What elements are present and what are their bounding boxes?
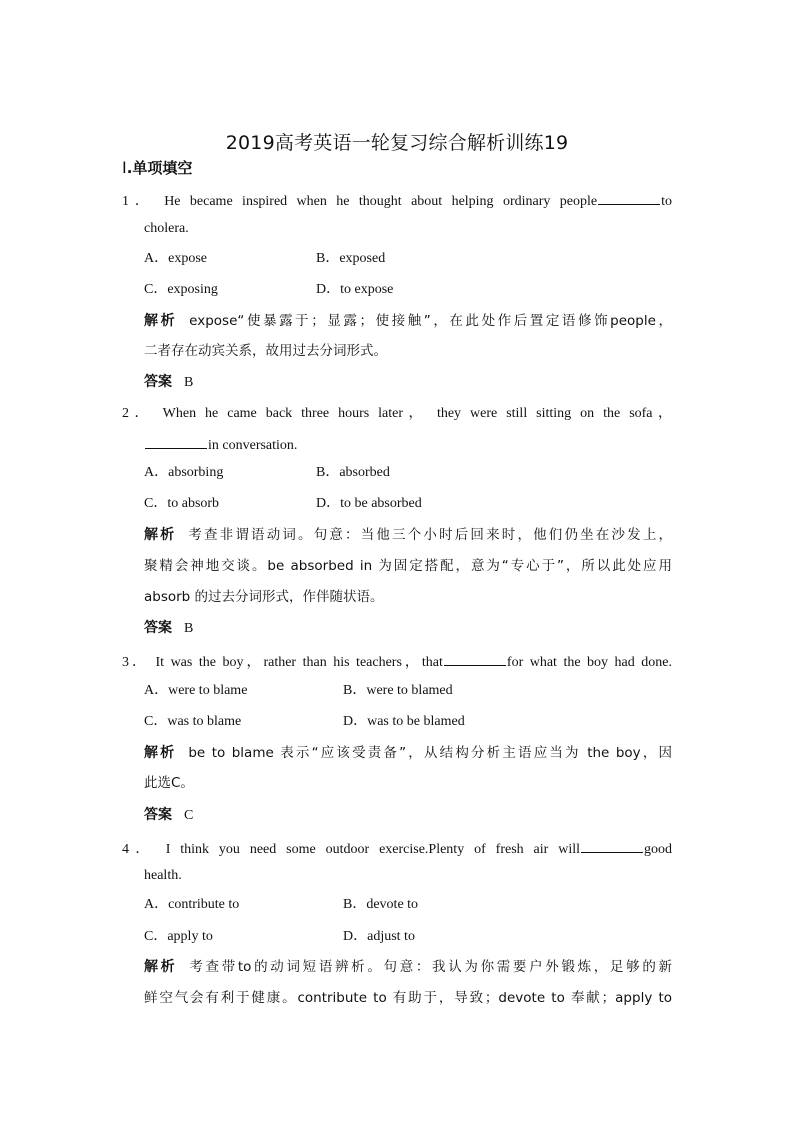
question-4-explanation-line-1: [144, 958, 672, 977]
question-3-stem: [122, 651, 672, 672]
question-3-explanation-line-2: [144, 774, 194, 793]
question-4-text: 4． I think you need some outdoor exercise.Plenty of fresh air will: [122, 842, 580, 857]
answer-blank: [598, 190, 660, 205]
explanation-text: expose“使暴露于；显露；使接触”，在此处作后置定语修饰people，: [189, 313, 672, 329]
answer-tag: 答案: [144, 807, 172, 823]
answer-value: B: [184, 621, 194, 636]
explanation-text: 鲜空气会有利于健康。contribute to 有助于，导致；devote to 奉献；apply to: [144, 990, 672, 1006]
question-4-stem: [122, 838, 672, 859]
question-4-option-d: D．adjust to: [343, 929, 415, 944]
section-label: .单项填空: [126, 159, 193, 177]
question-1-text-end: to: [661, 194, 672, 209]
page-title: 2019高考英语一轮复习综合解析训练19: [225, 132, 569, 154]
explanation-text: be to blame 表示“应该受责备”，从结构分析主语应当为 the boy，因: [188, 745, 672, 761]
answer-value: B: [184, 375, 194, 390]
section-heading: [122, 157, 192, 178]
question-2-text-end: in conversation.: [208, 438, 298, 453]
question-2-stem-continued: [144, 434, 297, 455]
answer-value: C: [184, 808, 194, 823]
question-1-explanation-line-1: [144, 312, 672, 331]
explanation-tag: 解析: [144, 745, 177, 761]
question-3-option-b: B．were to blamed: [343, 683, 453, 698]
answer-tag: 答案: [144, 620, 172, 636]
question-2-stem: 2． When he came back three hours later， they were still sitting on the sofa，: [122, 406, 672, 421]
explanation-text: 此选C。: [144, 775, 194, 791]
explanation-text: 聚精会神地交谈。be absorbed in 为固定搭配，意为“专心于”，所以此处应用: [144, 558, 672, 574]
explanation-text: 考查非谓语动词。句意：当他三个小时后回来时，他们仍坐在沙发上，: [188, 527, 672, 543]
question-2-option-b: B．absorbed: [316, 465, 390, 480]
question-3-text: 3． It was the boy，rather than his teachers，that: [122, 655, 443, 670]
question-2-option-d: D．to be absorbed: [316, 496, 422, 511]
question-1-explanation-line-2: [144, 342, 387, 361]
question-2-explanation-line-2: [144, 557, 672, 576]
question-2-answer: [144, 619, 193, 638]
question-4-stem-continued: health.: [144, 868, 182, 883]
answer-blank: [444, 651, 506, 666]
explanation-text: 二者存在动宾关系，故用过去分词形式。: [144, 343, 387, 359]
question-1-answer: [144, 373, 193, 392]
question-1-option-c: C．exposing: [144, 282, 218, 297]
question-3-option-c: C．was to blame: [144, 714, 242, 729]
question-3-text-end: for what the boy had done.: [506, 655, 672, 670]
question-4-text-end: good: [644, 842, 672, 857]
answer-blank: [145, 434, 207, 449]
question-3-option-d: D．was to be blamed: [343, 714, 465, 729]
question-1-stem: [122, 190, 672, 211]
question-4-option-a: A．contribute to: [144, 897, 240, 912]
section-numeral: Ⅰ: [122, 160, 127, 177]
question-1-option-b: B．exposed: [316, 251, 386, 266]
question-4-option-c: C．apply to: [144, 929, 213, 944]
answer-tag: 答案: [144, 374, 172, 390]
question-1-option-a: A．expose: [144, 251, 207, 266]
explanation-text: 考查带to的动词短语辨析。句意：我认为你需要户外锻炼，足够的新: [189, 959, 672, 975]
question-1-stem-continued: cholera.: [144, 221, 189, 236]
explanation-tag: 解析: [144, 959, 178, 975]
answer-blank: [581, 838, 643, 853]
question-4-option-b: B．devote to: [343, 897, 419, 912]
question-2-option-a: A．absorbing: [144, 465, 224, 480]
question-2-explanation-line-3: [144, 588, 384, 607]
question-3-answer: [144, 806, 193, 825]
question-3-explanation-line-1: [144, 744, 672, 763]
question-1-option-d: D．to expose: [316, 282, 394, 297]
question-4-explanation-line-2: [144, 989, 672, 1008]
question-2-explanation-line-1: [144, 526, 672, 545]
explanation-text: absorb 的过去分词形式，作伴随状语。: [144, 589, 384, 605]
question-3-option-a: A．were to blame: [144, 683, 248, 698]
question-1-text: 1． He became inspired when he thought about helping ordinary people: [122, 194, 598, 209]
question-2-option-c: C．to absorb: [144, 496, 220, 511]
explanation-tag: 解析: [144, 527, 177, 543]
explanation-tag: 解析: [144, 313, 178, 329]
